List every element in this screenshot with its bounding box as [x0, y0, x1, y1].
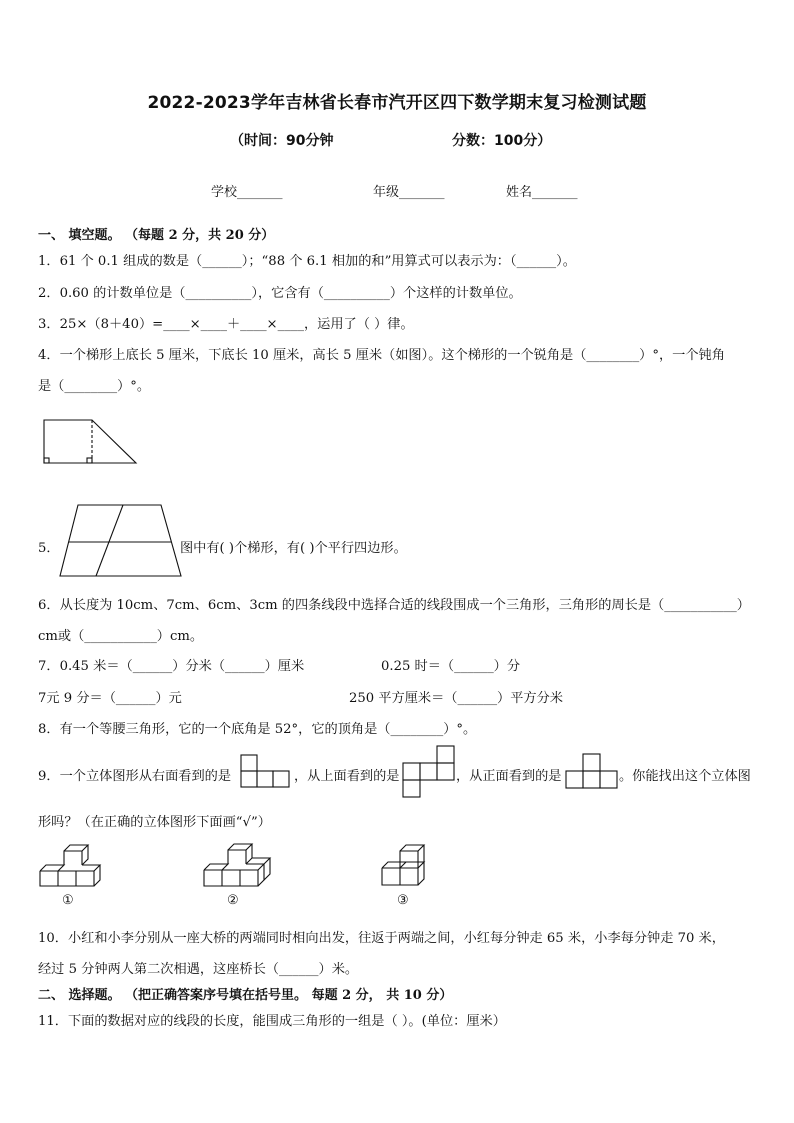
- top-view-figure: [402, 745, 456, 799]
- option-2-label: ②: [227, 893, 239, 908]
- question-6-line-2: cm或（___________）cm。: [38, 629, 204, 644]
- question-10-line-2: 经过 5 分钟两人第二次相遇，这座桥长（______）米。: [38, 962, 359, 977]
- question-9-text-5: 形吗？（在正确的立体图形下面画“√”）: [38, 815, 271, 830]
- option-1-label: ①: [62, 893, 74, 908]
- question-3: 3．25×（8＋40）=____×____＋____×____，运用了（ ）律。: [38, 317, 414, 332]
- grade-field: 年级_______: [373, 185, 445, 200]
- slanted-divider: [96, 505, 123, 576]
- question-1: 1．61 个 0.1 组成的数是（______）；“88 个 6.1 相加的和”用算式可以表示为：（______）。: [38, 254, 576, 269]
- question-9-text-2: ，从上面看到的是: [294, 769, 400, 784]
- outer-trapezoid: [60, 505, 181, 576]
- cube-option-2: [202, 840, 278, 888]
- question-9-text-1: 9．一个立体图形从右面看到的是: [38, 769, 232, 784]
- question-7-part-4: 250 平方厘米＝（______）平方分米: [349, 691, 563, 706]
- question-7-part-3: 7元 9 分＝（______）元: [38, 691, 182, 706]
- question-2: 2．0.60 的计数单位是（__________），它含有（__________）个这样的计数单位。: [38, 286, 522, 301]
- trapezoid-outline: [44, 420, 136, 463]
- exam-score: 分数：100分）: [452, 133, 552, 149]
- cube-option-1: [38, 841, 110, 887]
- section-2-heading: 二、 选择题。 （把正确答案序号填在括号里。 每题 2 分， 共 10 分）: [38, 988, 453, 1003]
- question-7-part-2: 0.25 时＝（______）分: [381, 659, 521, 674]
- section-1-heading: 一、 填空题。 （每题 2 分，共 20 分）: [38, 228, 275, 243]
- school-field: 学校_______: [211, 185, 283, 200]
- right-angle-mark-left: [44, 458, 49, 463]
- name-field: 姓名_______: [506, 185, 578, 200]
- question-9-text-3: ，从正面看到的是: [456, 769, 562, 784]
- divided-trapezoid-figure: [58, 503, 183, 578]
- right-view-figure: [240, 754, 292, 790]
- question-4-line-1: 4．一个梯形上底长 5 厘米，下底长 10 厘米，高长 5 厘米（如图）。这个梯形的一个锐角是（________）°，一个钝角: [38, 348, 725, 363]
- option-3-label: ③: [397, 893, 409, 908]
- front-view-figure: [565, 753, 619, 791]
- question-6-line-1: 6．从长度为 10cm、7cm、6cm、3cm 的四条线段中选择合适的线段围成一个三角形，三角形的周长是（___________）: [38, 598, 750, 613]
- question-10-line-1: 10．小红和小李分别从一座大桥的两端同时相向出发，往返于两端之间，小红每分钟走 65 米，小李每分钟走 70 米，: [38, 931, 725, 946]
- question-7-part-1: 7．0.45 米＝（______）分米（______）厘米: [38, 659, 305, 674]
- question-8: 8．有一个等腰三角形，它的一个底角是 52°，它的顶角是（________）°。: [38, 722, 477, 737]
- question-5: 图中有( )个梯形，有( )个平行四边形。: [180, 541, 407, 556]
- question-4-line-2: 是（________）°。: [38, 379, 151, 394]
- cube-option-3: [380, 840, 438, 888]
- exam-time: （时间：90分钟: [230, 133, 334, 149]
- question-5-number: 5．: [38, 541, 60, 556]
- question-9-text-4: 。你能找出这个立体图: [619, 769, 751, 784]
- question-11: 11．下面的数据对应的线段的长度，能围成三角形的一组是（ ）。(单位：厘米）: [38, 1014, 506, 1029]
- page-title: 2022-2023学年吉林省长春市汽开区四下数学期末复习检测试题: [147, 93, 647, 113]
- trapezoid-figure: [40, 418, 140, 468]
- right-angle-mark-right: [87, 458, 92, 463]
